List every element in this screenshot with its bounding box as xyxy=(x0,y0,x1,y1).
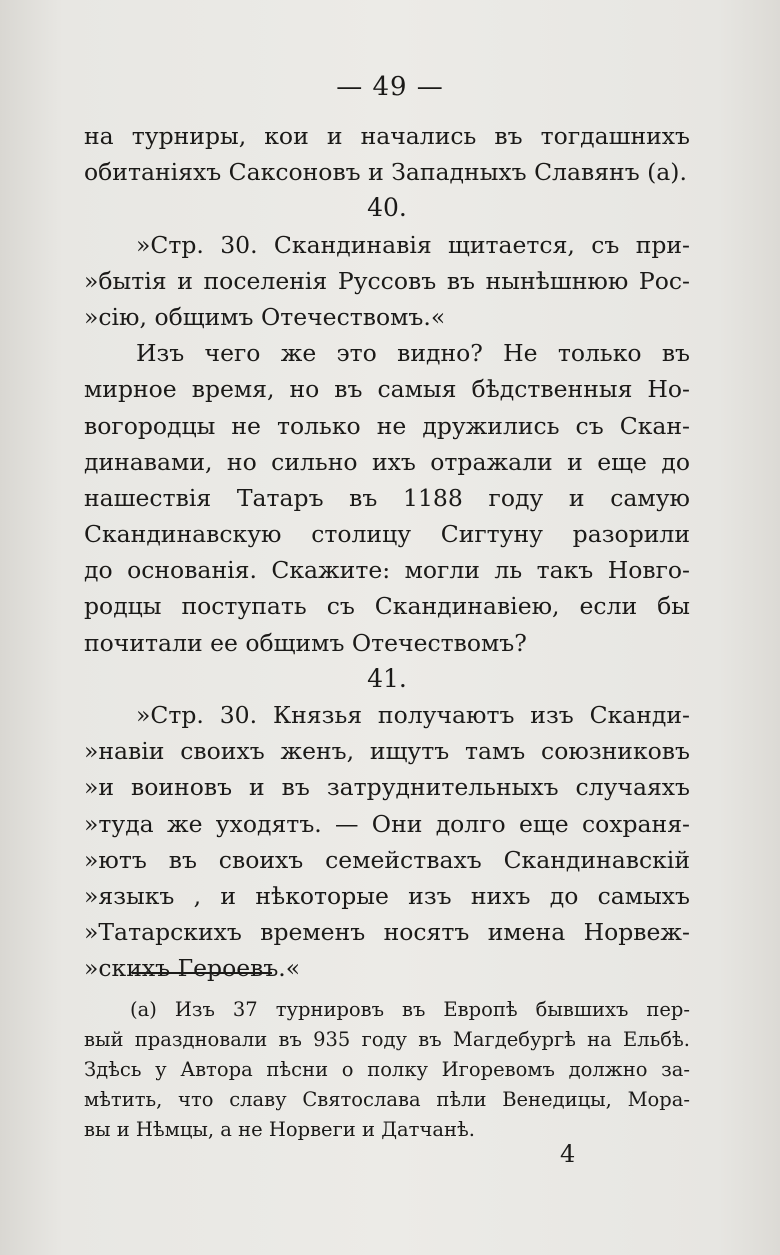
text-line: »ютъ въ своихъ семействахъ Скандинавскій xyxy=(84,845,690,874)
text-line: нашествія Татаръ въ 1188 году и самую xyxy=(84,483,690,512)
text-line: »навіи своихъ женъ, ищутъ тамъ союзниковъ xyxy=(84,737,690,766)
text-line: »Стр. 30. Князья получаютъ изъ Сканди- xyxy=(136,701,690,729)
text-line: »Стр. 30. Скандинавія щитается, съ при- xyxy=(136,230,690,259)
footnote-line: (а) Изъ 37 турнировъ въ Европѣ бывшихъ пер- xyxy=(130,998,690,1021)
text-line: »бытія и поселенія Руссовъ въ нынѣшнюю Рос- xyxy=(84,266,690,295)
footnote-line: вы и Нѣмцы, а не Норвеги и Датчанѣ. xyxy=(84,1118,475,1141)
text-line: обитаніяхъ Саксоновъ и Западныхъ Славянъ (а). xyxy=(84,158,687,187)
text-line: почитали ее общимъ Отечествомъ? xyxy=(84,628,527,657)
main-text xyxy=(84,118,690,987)
text-line: »и воиновъ и въ затруднительныхъ случаяхъ xyxy=(84,773,690,802)
footnote-line: Здѣсь у Автора пѣсни о полку Игоревомъ должно за- xyxy=(84,1058,690,1081)
footnote-divider xyxy=(132,972,272,974)
text-line: Изъ чего же это видно? Не только въ xyxy=(136,339,690,368)
page-number: — 49 — xyxy=(336,72,444,102)
section-number: 40. xyxy=(367,193,407,223)
text-line: »языкъ , и нѣкоторые изъ нихъ до самыхъ xyxy=(84,881,690,910)
text-line: »Татарскихъ временъ носятъ имена Норвеж- xyxy=(84,918,690,947)
text-line: вогородцы не только не дружились съ Скан- xyxy=(84,411,690,440)
text-line: »сію, общимъ Отечествомъ.« xyxy=(84,302,446,331)
footnote-line: мѣтить, что славу Святослава пѣли Венедицы, Мора- xyxy=(84,1088,690,1111)
text-line: до основанія. Скажите: могли ль такъ Новго- xyxy=(84,556,690,585)
text-line: родцы поступать съ Скандинавіею, если бы xyxy=(84,592,690,621)
text-line: »скихъ Героевъ.« xyxy=(84,954,301,983)
text-line: »туда же уходятъ. — Они долго еще сохраня- xyxy=(84,809,690,838)
footnote-line: вый праздновали въ 935 году въ Магдебургѣ на Ельбѣ. xyxy=(84,1028,690,1051)
text-line: на турниры, кои и начались въ тогдашнихъ xyxy=(84,122,690,150)
text-line: динавами, но сильно ихъ отражали и еще до xyxy=(84,447,690,476)
text-line: мирное время, но въ самыя бѣдственныя Но- xyxy=(84,375,690,404)
footnote xyxy=(84,995,690,1145)
signature-mark: 4 xyxy=(560,1140,576,1168)
text-line: Скандинавскую столицу Сигтуну разорили xyxy=(84,520,690,549)
section-number: 41. xyxy=(367,663,407,693)
